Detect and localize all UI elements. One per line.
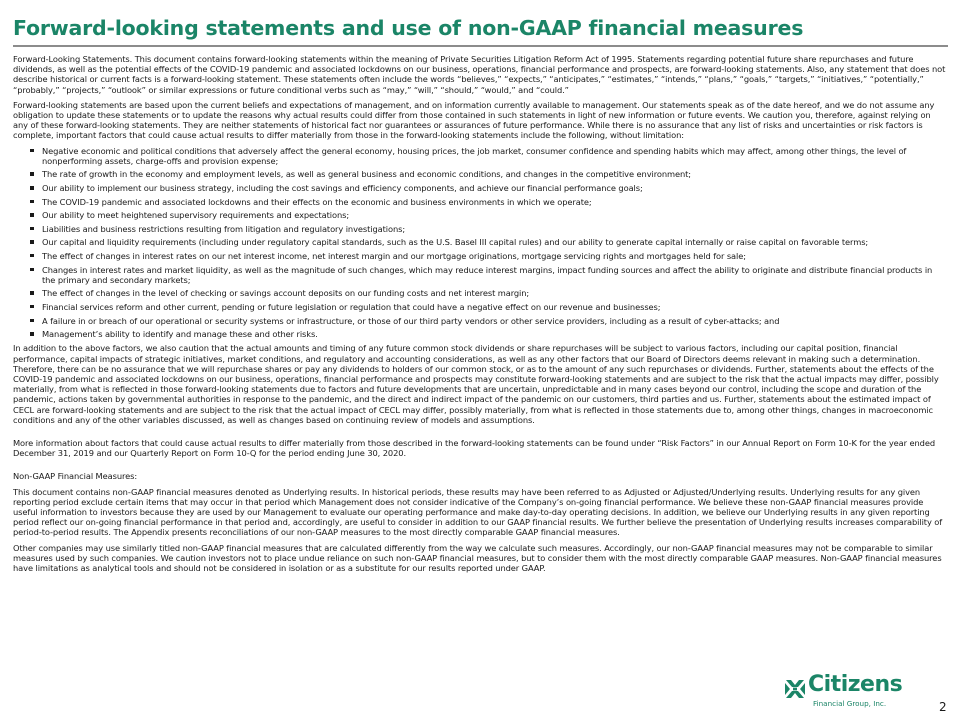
list-item: The COVID-19 pandemic and associated lockdowns and their effects on the economic and business environments in which we operate; — [13, 197, 948, 207]
list-item: Our ability to meet heightened supervisory requirements and expectations; — [13, 210, 948, 220]
list-item: The rate of growth in the economy and employment levels, as well as general business and economic conditions, and changes in the competitive environment; — [13, 169, 948, 179]
non-gaap-paragraph: Other companies may use similarly titled non-GAAP financial measures that are calculated differently from the way we calculate such measures. Accordingly, our non-GAAP financial measures may not be comparable to similar measures used by such companies. We caution investors not to place undue reliance on such non-GAAP financial measures, but to consider them with the most directly comparable GAAP measures. Non-GAAP financial measures have limitations as analytical tools and should not be considered in isolation or as a substitute for our results reported under GAAP. — [13, 542, 942, 574]
forward-looking-intro-paragraph: Forward-Looking Statements. This document contains forward-looking statements within the meaning of Private Securities Litigation Reform Act of 1995. Statements regarding potential future share repurchases and future dividends, as well as the potential effects of the COVID-19 pandemic and associated lockdowns on our business, operations, financial performance and prospects, are forward-looking statements. Also, any statement that does not describe historical or current facts is a forward-looking statement. These statements often include the words “believes,” “expects,” “anticipates,” “estimates,” “intends,” “plans,” “goals,” “targets,” “initiatives,” “potentially,” “probably,” “projects,” “outlook” or similar expressions or future conditional verbs such as “may,” “will,” “should,” “would,” and “could.” — [13, 54, 946, 95]
list-item: The effect of changes in interest rates on our net interest income, net interest margin and our mortgage originations, mortgage servicing rights and mortgages held for sale; — [13, 251, 948, 261]
list-item: A failure in or breach of our operational or security systems or infrastructure, or those of our third party vendors or other service providers, including as a result of cyber-attacks; and — [13, 316, 948, 326]
list-item: Changes in interest rates and market liquidity, as well as the magnitude of such changes, which may reduce interest margins, impact funding sources and affect the ability to originate and distribute financial products in the primary and secondary markets; — [13, 265, 948, 285]
logo-subtitle: Financial Group, Inc. — [813, 699, 887, 708]
list-item: The effect of changes in the level of checking or savings account deposits on our funding costs and net interest margin; — [13, 288, 948, 298]
logo-name: Citizens — [808, 672, 903, 697]
forward-looking-basis-paragraph: Forward-looking statements are based upon the current beliefs and expectations of management, and on information currently available to management. Our statements speak as of the date hereof, and we do not assume any obligation to update these statements or to update the reasons why actual results could differ from those contained in such statements in light of new information or future events. We caution you, therefore, against relying on any of these forward-looking statements. They are neither statements of historical fact nor guarantees or assurances of future performance. While there is no assurance that any list of risks and uncertainties or risk factors is complete, important factors that could cause actual results to differ materially from those in the forward-looking statements include the following, without limitation: — [13, 99, 935, 141]
additional-caution-paragraph: In addition to the above factors, we also caution that the actual amounts and timing of any future common stock dividends or share repurchases will be subject to various factors, including our capital position, financial performance, capital impacts of strategic initiatives, market conditions, and regulatory and accounting considerations, as well as any other factors that our Board of Directors deems relevant in making such a determination. Therefore, there can be no assurance that we will repurchase shares or pay any dividends to holders of our common stock, or as to the amount of any such repurchases or dividends. Further, statements about the effects of the COVID-19 pandemic and associated lockdowns on our business, operations, financial performance and prospects may constitute forward-looking statements and are subject to the risk that the actual impacts may differ, possibly materially, from what is reflected in those forward-looking statements due to factors and future developments that are uncertain, unpredictable and in many cases beyond our control, including the scope and duration of the pandemic, actions taken by governmental authorities in response to the pandemic, and the direct and indirect impact of the pandemic on our customers, third parties and us. Further, statements about the estimated impact of CECL are forward-looking statements and are subject to the risk that the actual impact of CECL may differ, possibly materially, from what is reflected in those statements due to, among other things, changes in macroeconomic conditions and any of the other variables discussed, as well as changes based on continuing review of models and assumptions. — [13, 343, 939, 425]
non-gaap-paragraph: This document contains non-GAAP financial measures denoted as Underlying results. In historical periods, these results may have been referred to as Adjusted or Adjusted/Underlying results. Underlying results for any given reporting period exclude certain items that may occur in that period which Management does not consider indicative of the Company’s on-going financial performance. We believe these non-GAAP financial measures provide useful information to investors because they are used by our Management to evaluate our operating performance and make day-to-day operating decisions. In addition, we believe our Underlying results in any given reporting period reflect our on-going financial performance in that period and, accordingly, are useful to consider in addition to our GAAP financial results. We further believe the presentation of Underlying results increases comparability of period-to-period results. The Appendix presents reconciliations of our non-GAAP measures to the most directly comparable GAAP financial measures. — [13, 486, 943, 538]
risk-factors-list — [13, 146, 948, 340]
list-item: Financial services reform and other current, pending or future legislation or regulation that could have a negative effect on our revenue and businesses; — [13, 302, 948, 312]
list-item: Negative economic and political conditions that adversely affect the general economy, housing prices, the job market, consumer confidence and spending habits which may affect, among other things, the level of nonperforming assets, charge-offs and provision expense; — [13, 146, 948, 166]
more-info-paragraph: More information about factors that could cause actual results to differ materially from those described in the forward-looking statements can be found under “Risk Factors” in our Annual Report on Form 10-K for the year ended December 31, 2019 and our Quarterly Report on Form 10-Q for the period ending June 30, 2020. — [13, 437, 936, 459]
non-gaap-heading: Non-GAAP Financial Measures: — [13, 471, 138, 482]
title-divider — [13, 45, 948, 47]
citizens-logo-icon — [784, 678, 806, 700]
page-title: Forward-looking statements and use of non-GAAP financial measures — [13, 16, 804, 40]
disclaimer-body — [13, 54, 948, 578]
list-item: Liabilities and business restrictions resulting from litigation and regulatory investigations; — [13, 224, 948, 234]
page-number: 2 — [939, 700, 947, 714]
citizens-logo — [784, 672, 904, 709]
list-item: Our ability to implement our business strategy, including the cost savings and efficiency components, and achieve our financial performance goals; — [13, 183, 948, 193]
list-item: Our capital and liquidity requirements (including under regulatory capital standards, such as the U.S. Basel III capital rules) and our ability to generate capital internally or raise capital on favorable terms; — [13, 237, 948, 247]
list-item: Management’s ability to identify and manage these and other risks. — [13, 329, 948, 339]
